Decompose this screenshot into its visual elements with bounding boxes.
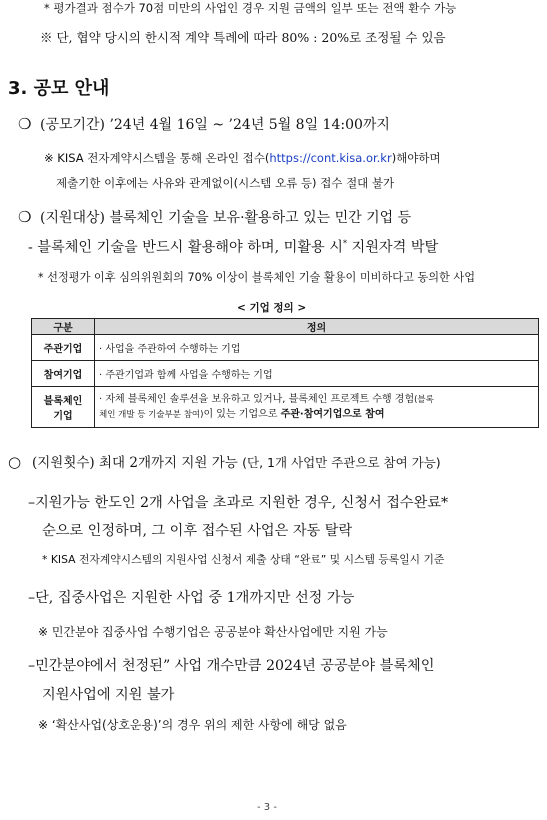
row-label-participant: 참여기업: [32, 361, 95, 387]
special-terms-note: ※ 단, 협약 당시의 한시적 계약 특례에 따라 80% : 20%로 조정될 수 있음: [40, 30, 446, 45]
count-rule-2: –단, 집중사업은 지원한 사업 중 1개까지만 선정 가능: [28, 590, 355, 606]
table-header-row: [32, 319, 539, 335]
row-label-lead: 주관기업: [32, 335, 95, 361]
kisa-contract-link[interactable]: https://cont.kisa.or.kr: [269, 151, 392, 165]
section-heading: 3. 공모 안내: [8, 78, 110, 99]
count-rule-3-cont: 지원사업에 지원 불가: [42, 687, 175, 703]
row-text-lead: · 사업을 주관하여 수행하는 기업: [95, 335, 539, 361]
eligibility-target: (지원대상) 블록체인 기술을 보유·활용하고 있는 민간 기업 등: [40, 210, 412, 226]
blockchain-requirement: - 블록체인 기술을 반드시 활용해야 하며, 미활용 시* 지원자격 박탈: [28, 239, 439, 256]
target-bullet: ❍: [18, 208, 32, 226]
review-note: * 선정평가 이후 심의위원회의 70% 이상이 블록체인 기술 활용이 미비하다고 동의한 사업: [38, 271, 476, 284]
count-rule-1-cont: 순으로 인정하며, 그 이후 접수된 사업은 자동 탈락: [42, 523, 353, 539]
header-definition: 정의: [95, 319, 539, 335]
table-row: [32, 387, 539, 428]
online-submission-note: ※ KISA 전자계약시스템을 통해 온라인 접수(https://cont.kisa.or.kr)해야하며: [44, 151, 441, 165]
table-row: [32, 361, 539, 387]
count-note-3: ※ ‘확산사업(상호운용)’의 경우 위의 제한 사항에 해당 없음: [38, 718, 347, 732]
evaluation-note: * 평가결과 점수가 70점 미만의 사업인 경우 지원 금액의 일부 또는 전액 환수 가능: [44, 1, 457, 15]
period-bullet: ❍: [18, 115, 32, 133]
application-period: (공모기간) ’24년 4월 16일 ~ ’24년 5월 8일 14:00까지: [40, 117, 390, 133]
count-note-2: ※ 민간분야 집중사업 수행기업은 공공분야 확산사업에만 지원 가능: [38, 625, 388, 639]
count-note-1: * KISA 전자계약시스템의 지원사업 신청서 제출 상태 “완료” 및 시스템 등록일시 기준: [42, 553, 445, 566]
deadline-note: 제출기한 이후에는 사유와 관계없이(시스템 오류 등) 접수 절대 불가: [56, 176, 395, 190]
table-caption: < 기업 정의 >: [237, 302, 307, 314]
count-rule-1: –지원가능 한도인 2개 사업을 초과로 지원한 경우, 신청서 접수완료*: [28, 495, 449, 511]
row-label-blockchain: 블록체인 기업: [32, 387, 95, 428]
company-definition-table: [31, 318, 539, 428]
row-text-blockchain: · 자체 블록체인 솔루션을 보유하고 있거나, 블록체인 프로젝트 수행 경험(블록 체인 개발 등 기술부분 참여)이 있는 기업으로 주관·참여기업으로 참여: [95, 387, 539, 428]
page-number: - 3 -: [257, 802, 277, 813]
row-text-participant: · 주관기업과 함께 사업을 수행하는 기업: [95, 361, 539, 387]
header-category: 구분: [32, 319, 95, 335]
table-row: [32, 335, 539, 361]
application-count: (지원횟수) 최대 2개까지 지원 가능 (단, 1개 사업만 주관으로 참여 가능): [32, 455, 441, 471]
count-bullet: ○: [8, 453, 22, 471]
count-rule-3: –민간분야에서 천정된” 사업 개수만큼 2024년 공공분야 블록체인: [28, 658, 435, 674]
